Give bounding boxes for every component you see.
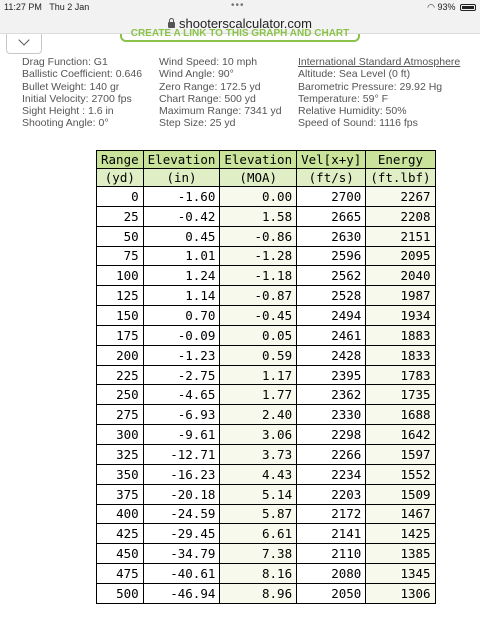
table-cell: 1735: [366, 385, 435, 405]
table-cell: 2630: [297, 226, 366, 246]
table-cell: -9.61: [143, 425, 220, 445]
table-row: [97, 464, 436, 484]
table-cell: -40.61: [143, 564, 220, 584]
battery-icon: [460, 4, 476, 11]
param-zero-range: Zero Range: 172.5 yd: [159, 80, 261, 93]
table-cell: 1987: [366, 286, 435, 306]
table-row: [97, 206, 436, 226]
params-column-2: [159, 56, 282, 130]
table-cell: 1934: [366, 306, 435, 326]
table-cell: 250: [97, 385, 144, 405]
table-cell: 300: [97, 425, 144, 445]
table-cell: 2151: [366, 226, 435, 246]
table-cell: 2110: [297, 544, 366, 564]
table-row: [97, 564, 436, 584]
table-cell: 200: [97, 345, 144, 365]
table-cell: 1.24: [143, 266, 220, 286]
table-cell: 3.73: [220, 444, 297, 464]
table-row: [97, 226, 436, 246]
unit-energy: (ft.lbf): [366, 169, 435, 187]
chevron-down-icon: [18, 34, 29, 45]
table-row: [97, 325, 436, 345]
param-wind-angle: Wind Angle: 90°: [159, 68, 234, 81]
wifi-icon: ◠: [427, 2, 435, 12]
table-cell: 1467: [366, 504, 435, 524]
table-cell: 1688: [366, 405, 435, 425]
table-cell: -2.75: [143, 365, 220, 385]
table-cell: -0.09: [143, 325, 220, 345]
param-sight-height: Sight Height : 1.6 in: [22, 105, 114, 118]
params-column-1: [22, 56, 142, 130]
param-wind-speed: Wind Speed: 10 mph: [159, 56, 258, 68]
table-cell: 1642: [366, 425, 435, 445]
table-cell: 1833: [366, 345, 435, 365]
table-cell: 1306: [366, 583, 435, 603]
table-cell: 4.43: [220, 464, 297, 484]
col-header-energy: Energy: [366, 151, 435, 169]
table-cell: -29.45: [143, 524, 220, 544]
table-cell: -1.60: [143, 187, 220, 207]
col-header-elevation-in: Elevation: [143, 151, 220, 169]
param-altitude: Altitude: Sea Level (0 ft): [298, 68, 411, 81]
table-cell: 2596: [297, 246, 366, 266]
table-cell: 2700: [297, 187, 366, 207]
atmosphere-link[interactable]: International Standard Atmosphere: [298, 56, 461, 68]
table-cell: -4.65: [143, 385, 220, 405]
table-cell: -46.94: [143, 583, 220, 603]
table-cell: 1.58: [220, 206, 297, 226]
table-cell: 0.05: [220, 325, 297, 345]
create-link-banner[interactable]: [120, 28, 360, 42]
table-header-row: [97, 151, 436, 169]
unit-velocity: (ft/s): [297, 169, 366, 187]
table-cell: 125: [97, 286, 144, 306]
table-cell: 2266: [297, 444, 366, 464]
multitasking-dots-icon[interactable]: •••: [231, 0, 245, 11]
param-maximum-range: Maximum Range: 7341 yd: [159, 105, 282, 118]
table-cell: 100: [97, 266, 144, 286]
table-cell: 350: [97, 464, 144, 484]
table-cell: -0.42: [143, 206, 220, 226]
status-bar: [0, 0, 480, 14]
table-cell: 1509: [366, 484, 435, 504]
table-cell: 2234: [297, 464, 366, 484]
params-column-3: [298, 56, 460, 130]
table-cell: 0.00: [220, 187, 297, 207]
table-cell: 1.01: [143, 246, 220, 266]
table-row: [97, 484, 436, 504]
table-cell: 2395: [297, 365, 366, 385]
table-cell: 500: [97, 583, 144, 603]
table-row: [97, 524, 436, 544]
table-cell: 0: [97, 187, 144, 207]
table-row: [97, 246, 436, 266]
table-cell: -24.59: [143, 504, 220, 524]
unit-elevation-moa: (MOA): [220, 169, 297, 187]
table-cell: 75: [97, 246, 144, 266]
table-cell: 150: [97, 306, 144, 326]
table-cell: 1.77: [220, 385, 297, 405]
banner-text: CREATE A LINK TO THIS GRAPH AND CHART: [130, 28, 350, 39]
table-cell: 400: [97, 504, 144, 524]
table-cell: 425: [97, 524, 144, 544]
table-cell: -12.71: [143, 444, 220, 464]
table-row: [97, 365, 436, 385]
table-cell: 6.61: [220, 524, 297, 544]
param-bullet-weight: Bullet Weight: 140 gr: [22, 80, 120, 93]
table-row: [97, 405, 436, 425]
param-ballistic-coefficient: Ballistic Coefficient: 0.646: [22, 68, 143, 81]
table-cell: 0.45: [143, 226, 220, 246]
table-cell: 2267: [366, 187, 435, 207]
table-cell: 450: [97, 544, 144, 564]
table-cell: 1883: [366, 325, 435, 345]
table-cell: 225: [97, 365, 144, 385]
table-cell: 2665: [297, 206, 366, 226]
table-cell: 25: [97, 206, 144, 226]
table-row: [97, 266, 436, 286]
table-cell: 7.38: [220, 544, 297, 564]
table-cell: 2080: [297, 564, 366, 584]
table-cell: 2141: [297, 524, 366, 544]
ballistics-table: [96, 150, 436, 604]
table-cell: 50: [97, 226, 144, 246]
table-cell: 1.14: [143, 286, 220, 306]
col-header-elevation-moa: Elevation: [220, 151, 297, 169]
table-cell: 2562: [297, 266, 366, 286]
table-cell: 2208: [366, 206, 435, 226]
unit-range: (yd): [97, 169, 144, 187]
status-date: Thu 2 Jan: [49, 2, 90, 12]
table-cell: 375: [97, 484, 144, 504]
table-body: [97, 187, 436, 604]
table-cell: 2494: [297, 306, 366, 326]
table-cell: 0.59: [220, 345, 297, 365]
status-time-date: [4, 2, 89, 12]
table-cell: -16.23: [143, 464, 220, 484]
col-header-velocity: Vel[x+y]: [297, 151, 366, 169]
table-row: [97, 425, 436, 445]
table-cell: 1345: [366, 564, 435, 584]
param-chart-range: Chart Range: 500 yd: [159, 92, 256, 105]
table-cell: 2050: [297, 583, 366, 603]
param-relative-humidity: Relative Humidity: 50%: [298, 105, 407, 118]
table-units-row: [97, 169, 436, 187]
param-barometric-pressure: Barometric Pressure: 29.92 Hg: [298, 80, 443, 93]
table-cell: 8.96: [220, 583, 297, 603]
table-cell: 5.14: [220, 484, 297, 504]
table-cell: 2298: [297, 425, 366, 445]
table-row: [97, 187, 436, 207]
table-cell: 1783: [366, 365, 435, 385]
table-cell: -6.93: [143, 405, 220, 425]
table-cell: 2172: [297, 504, 366, 524]
table-cell: 325: [97, 444, 144, 464]
battery-percent: 93%: [437, 2, 456, 12]
table-cell: 2461: [297, 325, 366, 345]
table-cell: 275: [97, 405, 144, 425]
param-shooting-angle: Shooting Angle: 0°: [22, 117, 109, 130]
table-row: [97, 286, 436, 306]
table-cell: 2428: [297, 345, 366, 365]
table-cell: -0.86: [220, 226, 297, 246]
table-row: [97, 544, 436, 564]
table-cell: -1.28: [220, 246, 297, 266]
table-cell: -0.45: [220, 306, 297, 326]
param-temperature: Temperature: 59° F: [298, 92, 388, 105]
table-cell: 2095: [366, 246, 435, 266]
url-text: shooterscalculator.com: [179, 16, 312, 31]
table-cell: -20.18: [143, 484, 220, 504]
table-cell: 475: [97, 564, 144, 584]
table-row: [97, 583, 436, 603]
col-header-range: Range: [97, 151, 144, 169]
table-cell: 175: [97, 325, 144, 345]
param-speed-of-sound: Speed of Sound: 1116 fps: [298, 117, 418, 130]
table-cell: 1552: [366, 464, 435, 484]
collapse-button[interactable]: [6, 34, 42, 54]
table-cell: -1.23: [143, 345, 220, 365]
table-cell: 3.06: [220, 425, 297, 445]
table-cell: 2.40: [220, 405, 297, 425]
table-row: [97, 345, 436, 365]
table-cell: 5.87: [220, 504, 297, 524]
table-cell: 2203: [297, 484, 366, 504]
param-drag-function: Drag Function: G1: [22, 56, 108, 68]
table-cell: 2040: [366, 266, 435, 286]
table-cell: 0.70: [143, 306, 220, 326]
param-step-size: Step Size: 25 yd: [159, 117, 236, 130]
table-cell: 2528: [297, 286, 366, 306]
table-cell: -0.87: [220, 286, 297, 306]
table-cell: 2362: [297, 385, 366, 405]
status-time: 11:27 PM: [4, 2, 42, 12]
table-cell: 1385: [366, 544, 435, 564]
table-cell: 8.16: [220, 564, 297, 584]
table-cell: 1597: [366, 444, 435, 464]
table-cell: -34.79: [143, 544, 220, 564]
status-indicators: [427, 2, 476, 13]
table-cell: 1425: [366, 524, 435, 544]
table-row: [97, 504, 436, 524]
unit-elevation-in: (in): [143, 169, 220, 187]
table-row: [97, 444, 436, 464]
table-row: [97, 306, 436, 326]
table-cell: -1.18: [220, 266, 297, 286]
param-initial-velocity: Initial Velocity: 2700 fps: [22, 92, 132, 105]
table-row: [97, 385, 436, 405]
table-cell: 1.17: [220, 365, 297, 385]
table-cell: 2330: [297, 405, 366, 425]
